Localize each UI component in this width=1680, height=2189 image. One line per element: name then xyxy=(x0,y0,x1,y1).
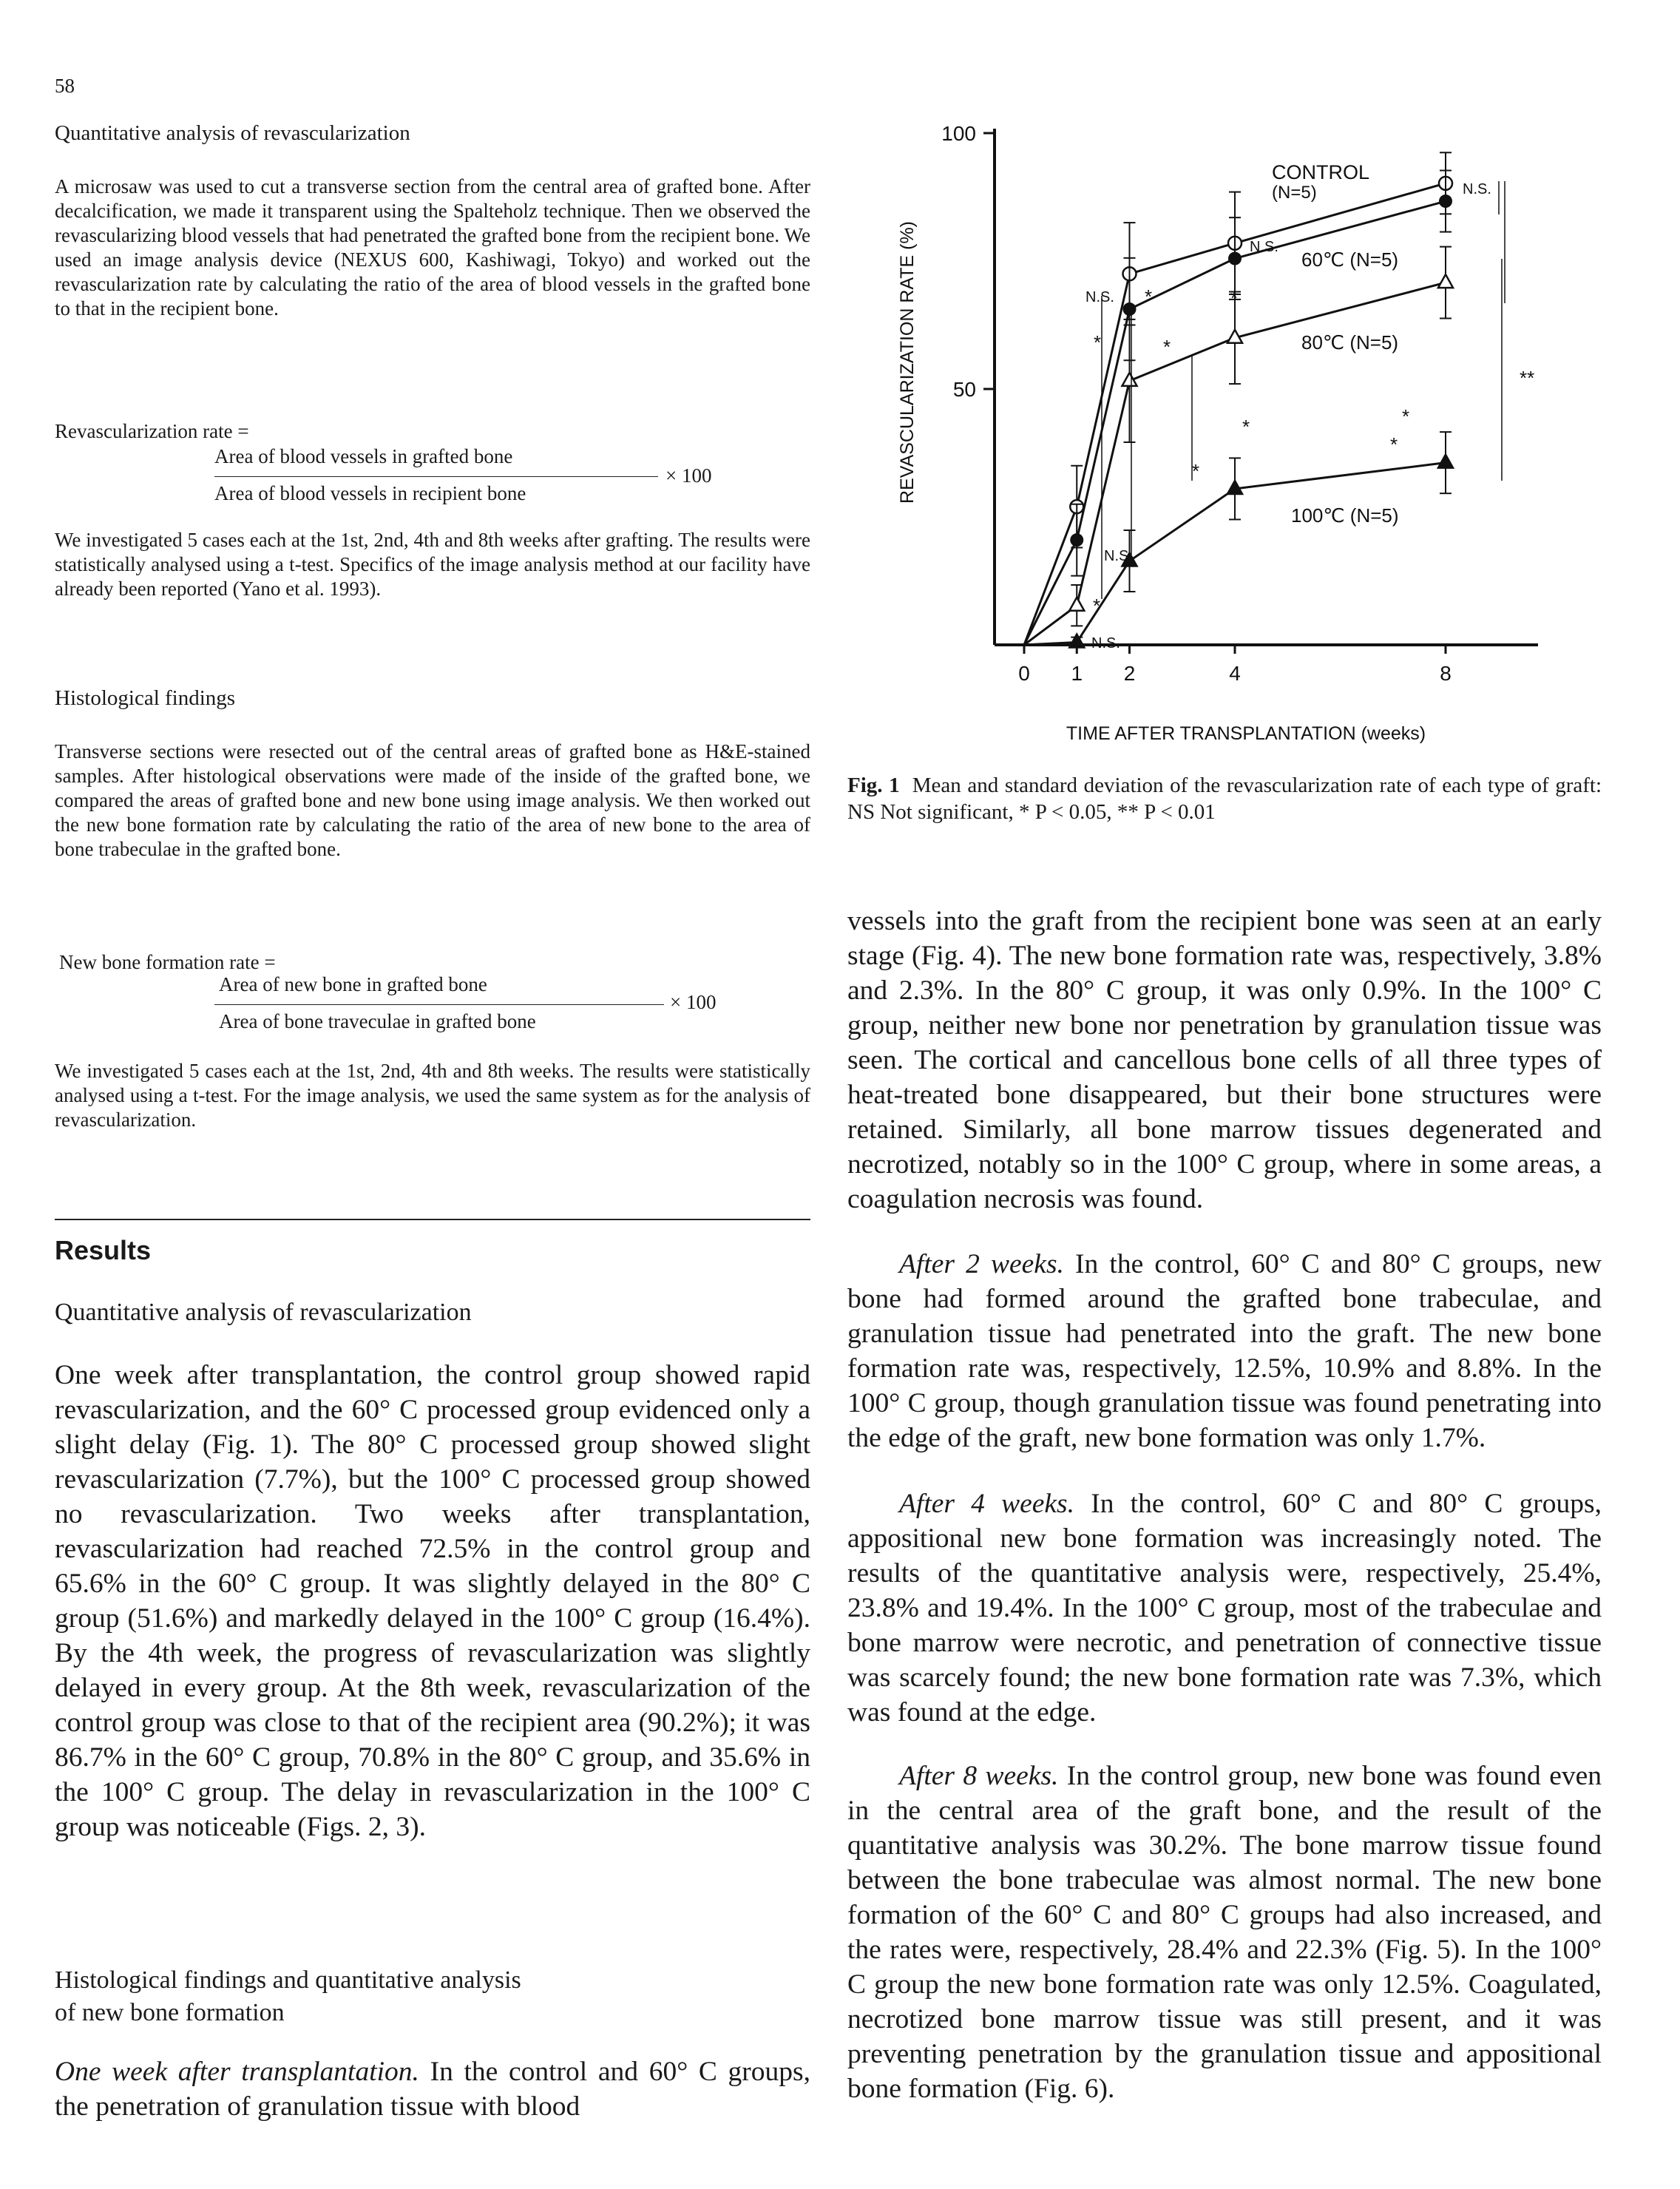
formula-new-bone-denominator: Area of bone traveculae in grafted bone xyxy=(219,1010,536,1032)
formula-revascularization-denominator: Area of blood vessels in recipient bone xyxy=(214,482,526,504)
y-tick-label: 100 xyxy=(941,122,976,145)
ns-marker: N.S. xyxy=(1085,289,1114,305)
text-run: In the control group, new bone was found even in the central area of the graft bone, and the result of the quantitative analysis was 30.2%. The bone marrow tissue found between the bone trabeculae was almost normal. The new bone formation of the 60° C and 80° C groups had also increased, and the rates were, respectively, 28.4% and 22.3% (Fig. 5). In the 100° C group the new bone formation rate was only 12.5%. Coagulated, necrotized bone marrow tissue was still present, and it was preventing penetration by the granulation tissue and appositional bone formation (Fig. 6). xyxy=(847,1761,1602,2104)
results-subheading-histological xyxy=(55,1964,810,2029)
paragraph-histological-method: Transverse sections were resected out of the central areas of grafted bone as H&E-stained samples. After histological observations were made of the inside of the grafted bone, we compared the areas of grafted bone and new bone using image analysis. We then worked out the new bone formation rate by calculating the ratio of the area of new bone to the area of bone trabeculae in the grafted bone. xyxy=(55,740,810,860)
paragraph-right-1: vessels into the graft from the recipient bone was seen at an early stage (Fig. 4). The new bone formation rate was, respectively, 3.8% and 2.3%. In the 80° C group, it was only 0.9%. In the 100° C group, neither new bone nor penetration by granulation tissue was seen. The cortical and cancellous bone cells of all three types of heat-treated bone disappeared, but their bone structures were retained. Similarly, all bone marrow tissues degenerated and necrotized, notably so in the 100° C group, where in some areas, a coagulation necrosis was found. xyxy=(847,906,1602,1214)
data-point xyxy=(1123,302,1137,316)
y-axis-label: REVASCULARIZATION RATE (%) xyxy=(897,221,918,504)
significance-marker: * xyxy=(1093,595,1101,617)
caption-text: Mean and standard deviation of the revascularization rate of each type of graft: NS Not significant, * P < 0.05, ** P < 0.01 xyxy=(847,774,1602,824)
paragraph-quantitative-method: A microsaw was used to cut a transverse section from the central area of grafted bone. After decalcification, we made it transparent using the Spalteholz technique. Then we observed the revascularizing blood vessels that had penetrated the grafted bone from the recipient bone. We used an image analysis device (NEXUS 600, Kashiwagi, Tokyo) and worked out the revascularization rate by calculating the ratio of the area of blood vessels in the grafted bone to that in the recipient bone. xyxy=(55,175,810,319)
figure-1-chart xyxy=(873,111,1671,754)
x-tick-label: 0 xyxy=(1018,662,1030,685)
italic-run: After 8 weeks. xyxy=(899,1761,1059,1791)
significance-marker: ** xyxy=(1520,367,1535,389)
significance-marker: * xyxy=(1163,336,1171,358)
fraction-line xyxy=(214,476,658,477)
significance-marker: * xyxy=(1230,287,1239,309)
series-label-control: CONTROL xyxy=(1272,161,1370,183)
significance-marker: * xyxy=(1094,331,1102,353)
results-subheading-line-2: of new bone formation xyxy=(55,1999,285,2026)
ns-marker: N.S. xyxy=(1250,239,1278,255)
text-run: In the control, 60° C and 80° C groups, new bone had formed around the grafted bone trabeculae, and granulation tissue had penetrated into the graft. The new bone formation rate was, respectively, 12.5%, 10.9% and 8.8%. In the 100° C group, though granulation tissue was found penetrating into the edge of the graft, new bone formation was only 1.7%. xyxy=(847,1249,1602,1453)
series-label-100: 100℃ (N=5) xyxy=(1291,504,1399,527)
data-point xyxy=(1438,274,1453,288)
data-point xyxy=(1228,252,1242,265)
significance-marker: * xyxy=(1242,416,1250,438)
text-run: In the control, 60° C and 80° C groups, appositional new bone formation was increasingly noted. The results of the quantitative analysis were, respectively, 25.4%, 23.8% and 19.4%. In the 100° C group, most of the trabeculae and bone marrow were necrotic, and penetration of connective tissue was scarcely found; the new bone formation rate was 7.3%, which was found at the edge. xyxy=(847,1489,1602,1728)
results-heading: Results xyxy=(55,1235,152,1265)
x-tick-label: 8 xyxy=(1440,662,1452,685)
series-label-80: 80℃ (N=5) xyxy=(1301,331,1399,353)
formula-new-bone-label: New bone formation rate = xyxy=(59,951,276,973)
formula-new-bone-numerator: Area of new bone in grafted bone xyxy=(219,973,487,995)
x-axis-label: TIME AFTER TRANSPLANTATION (weeks) xyxy=(1066,723,1426,744)
text-run: In the control and 60° C groups, the penetration of granulation tissue with blood xyxy=(55,2057,810,2122)
data-point xyxy=(1438,455,1453,468)
formula-new-bone-multiplier: × 100 xyxy=(670,991,717,1013)
significance-marker: * xyxy=(1390,433,1398,456)
formula-revascularization-multiplier: × 100 xyxy=(665,464,712,487)
chart-root xyxy=(897,122,1538,744)
x-tick-label: 4 xyxy=(1229,662,1241,685)
italic-run: One week after transplantation. xyxy=(55,2057,419,2087)
significance-marker: * xyxy=(1145,285,1153,308)
caption-label: Fig. 1 xyxy=(847,774,900,797)
page-number: 58 xyxy=(55,75,75,97)
series-label-60: 60℃ (N=5) xyxy=(1301,248,1399,271)
y-tick-label: 50 xyxy=(952,378,976,401)
figure-1-caption xyxy=(847,772,1602,825)
italic-run: After 4 weeks. xyxy=(899,1489,1075,1519)
section-heading-histological: Histological findings xyxy=(55,686,236,710)
ns-marker: N.S. xyxy=(1104,548,1133,564)
significance-marker: * xyxy=(1402,405,1410,427)
data-point xyxy=(1070,533,1083,547)
data-point xyxy=(1439,194,1452,208)
formula-revascularization-label: Revascularization rate = xyxy=(55,420,249,442)
fraction-line xyxy=(214,1004,664,1005)
x-tick-label: 2 xyxy=(1123,662,1136,685)
significance-marker: * xyxy=(1192,460,1200,482)
data-point xyxy=(1069,598,1084,611)
results-subheading-quantitative: Quantitative analysis of revascularization xyxy=(55,1299,472,1326)
ns-marker: N.S. xyxy=(1463,181,1491,197)
results-subheading-line-1: Histological findings and quantitative analysis xyxy=(55,1966,521,1994)
paragraph-right-4 xyxy=(847,1759,1602,2106)
results-rule xyxy=(55,1219,810,1220)
series-n-control: (N=5) xyxy=(1272,183,1317,203)
paragraph-results-week1 xyxy=(55,2054,810,2124)
paragraph-right-2 xyxy=(847,1247,1602,1455)
paragraph-right-3 xyxy=(847,1486,1602,1730)
ns-marker: N.S. xyxy=(1091,635,1120,652)
paragraph-histological-stats: We investigated 5 cases each at the 1st, 2nd, 4th and 8th weeks. The results were statistically analysed using a t-test. For the image analysis, we used the same system as for the analysis of revascularization. xyxy=(55,1060,810,1131)
paragraph-results-quantitative: One week after transplantation, the control group showed rapid revascularization, and the 60° C processed group evidenced only a slight delay (Fig. 1). The 80° C processed group showed slight revascularization (7.7%), but the 100° C processed group showed no revascularization. Two weeks after transplantation, revascularization had reached 72.5% in the control group and 65.6% in the 60° C group. It was slightly delayed in the 80° C group (51.6%) and markedly delayed in the 100° C group (16.4%). By the 4th week, the progress of revascularization was slightly delayed in every group. At the 8th week, revascularization of the control group was close to that of the recipient area (90.2%); it was 86.7% in the 60° C group, 70.8% in the 80° C group, and 35.6% in the 100° C group. The delay in revascularization in the 100° C group was noticeable (Figs. 2, 3). xyxy=(55,1360,810,1842)
section-heading-quantitative: Quantitative analysis of revascularization xyxy=(55,121,410,145)
x-tick-label: 1 xyxy=(1071,662,1083,685)
paragraph-quantitative-stats: We investigated 5 cases each at the 1st, 2nd, 4th and 8th weeks after grafting. The results were statistically analysed using a t-test. Specifics of the image analysis method at our facility have already been reported (Yano et al. 1993). xyxy=(55,529,810,600)
italic-run: After 2 weeks. xyxy=(899,1249,1064,1279)
formula-revascularization-numerator: Area of blood vessels in grafted bone xyxy=(214,445,513,467)
